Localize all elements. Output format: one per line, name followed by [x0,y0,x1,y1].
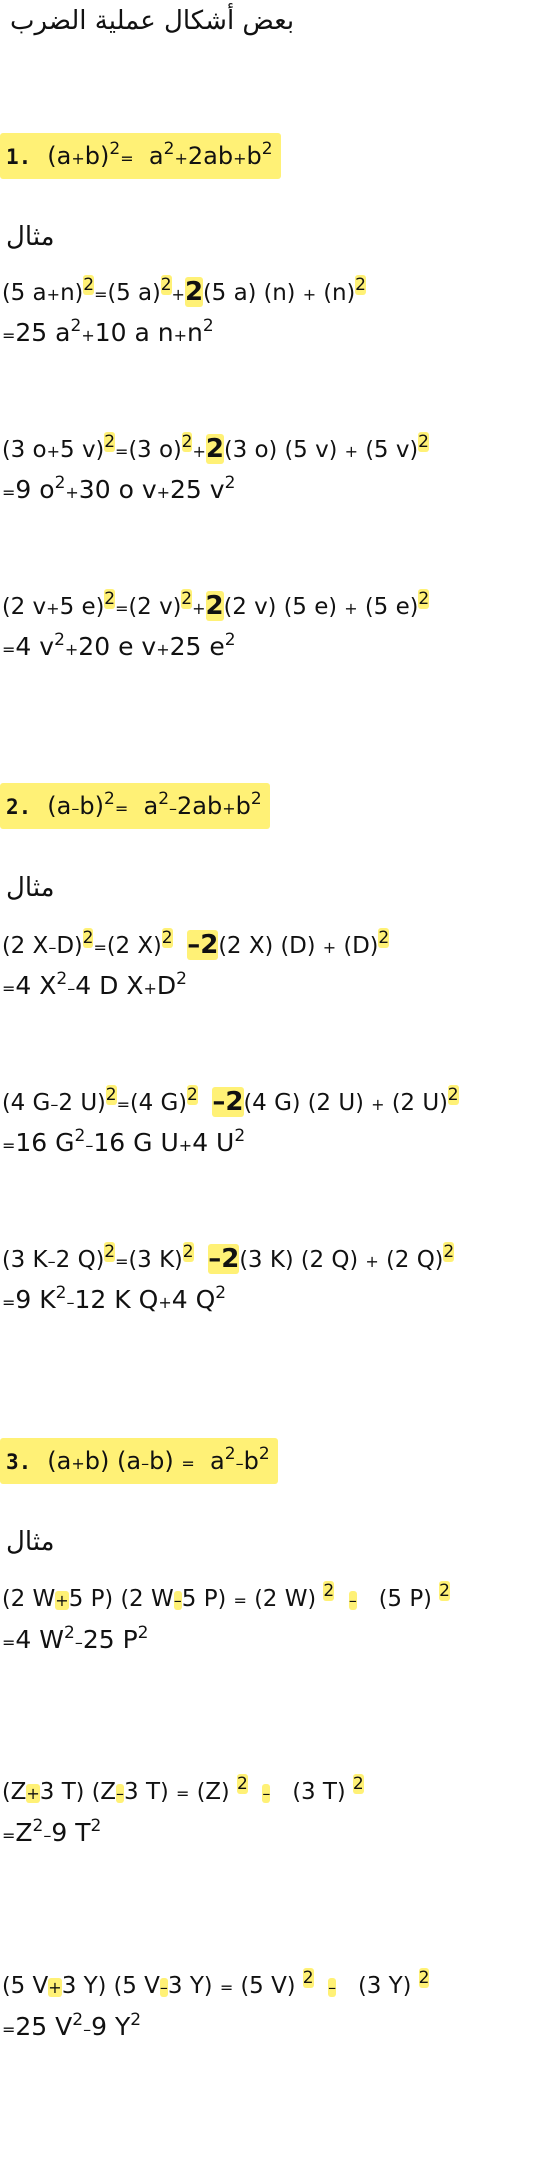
example-2-result: =9 $o^2+30$ o v+25 $v^2$ [2,473,236,504]
example-7-expansion: (2 W+5 P) (2 W–5 P) = (2 W) $^2$ – (5 P) $^2$ [2,1581,450,1612]
example-5-expansion: (4 G–2 U)$^2$=(4 G)$^2$ –2(4 G) (2 U) + (2 U)$^2$ [2,1085,459,1117]
example-8-expansion: (Z+3 T) (Z–3 T) = (Z) $^2$ – (3 T) $^2$ [2,1774,364,1805]
example-9-result: =25 $V^2-9$ $Y^2$ [2,2010,142,2041]
example-3-expansion: (2 v+5 e)$^2$=(2 v)$^2$+2(2 v) (5 e) + (5 e)$^2$ [2,589,430,621]
formula-number: 1. [6,145,32,169]
example-3-result: =4 $v^2+20$ e v+25 $e^2$ [2,630,236,661]
example-1-expansion: (5 a+n)$^2$=(5 a)$^2$+2(5 a) $(n) + (n)^2$ [2,275,366,307]
example-6-expansion: (3 K–2 Q)$^2$=(3 K)$^2$ –2(3 K) (2 Q) + (2 Q)$^2$ [2,1242,455,1274]
example-8-result: $=Z^2-9$ $T^2$ [2,1816,102,1847]
example-9-expansion: (5 V+3 Y) (5 V–3 Y) = (5 V) $^2$ – (3 Y) $^2$ [2,1968,430,1999]
example-label: مثال [6,873,55,903]
example-1-result: =25 $a^2+10$ a $n+n^2$ [2,316,214,347]
example-4-expansion: (2 X–D)$^2$=(2 X)$^2$ –2(2 X) $(D) + (D)^2$ [2,928,390,960]
example-label: مثال [6,222,55,252]
example-5-result: =16 $G^2-16$ G U+4 $U^2$ [2,1126,246,1157]
example-4-result: =4 $X^2-4$ D $X+D^2$ [2,969,187,1000]
formula-number: 2. [6,795,32,819]
formula-difference-of-squares: 3. (a+b) $(a-b) = a^2-b^2$ [0,1438,278,1484]
page-title: بعض أشكال عملية الضرب [10,6,295,36]
example-6-result: =9 $K^2-12$ K Q+4 $Q^2$ [2,1283,227,1314]
formula-number: 3. [6,1450,32,1474]
formula-square-of-difference: 2. $(a-b)^2= a^2-2ab+b^2$ [0,783,270,829]
formula-square-of-sum: 1. $(a+b)^2= a^2+2ab+b^2$ [0,133,281,179]
example-2-expansion: (3 o+5 v)$^2$=(3 o)$^2$+2(3 o) (5 v) + (5 v)$^2$ [2,432,429,464]
example-label: مثال [6,1527,55,1557]
example-7-result: =4 $W^2-25$ $P^2$ [2,1623,149,1654]
